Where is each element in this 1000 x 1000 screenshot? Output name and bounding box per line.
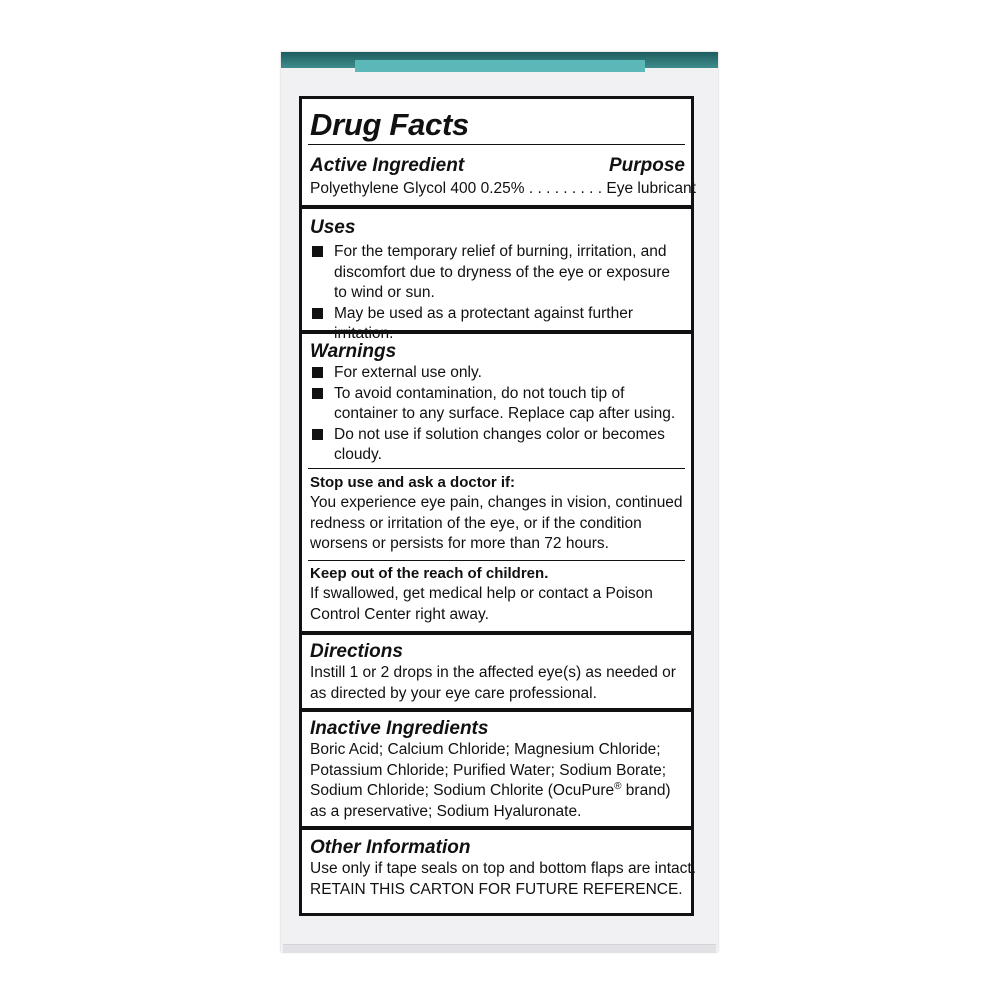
section-divider [302,330,691,334]
active-ingredient-section [310,155,696,200]
keep-out-section [310,564,685,625]
warnings-item: Do not use if solution changes color or becomes cloudy. [310,425,685,466]
active-ingredient-heading-row [310,155,685,177]
directions-heading: Directions [310,641,403,662]
title-divider [308,144,685,145]
uses-heading: Uses [310,217,356,238]
warnings-subdivider [308,560,685,561]
keep-out-text: If swallowed, get medical help or contact a Poison Control Center right away. [310,585,653,623]
keep-out-heading: Keep out of the reach of children. [310,565,549,582]
active-ingredient-line: Polyethylene Glycol 400 0.25% . . . . . . . . . Eye lubricant [310,180,696,197]
other-information-section [310,837,697,900]
stop-use-section [310,473,685,555]
stop-use-text: You experience eye pain, changes in vision, continued redness or irritation of the eye, or if the condition worsens or persists for more than 72 hours. [310,494,683,552]
directions-section [310,641,685,704]
section-divider [302,631,691,635]
drug-facts-panel [299,96,697,916]
directions-text: Instill 1 or 2 drops in the affected eye(s) as needed or as directed by your eye care professional. [310,664,676,702]
warnings-item: To avoid contamination, do not touch tip of container to any surface. Replace cap after using. [310,384,685,425]
warnings-item: For external use only. [310,363,685,384]
section-divider [302,708,691,712]
other-information-heading: Other Information [310,837,471,858]
registered-trademark: ® [614,780,622,792]
bullet-square-icon [312,388,323,399]
warnings-heading: Warnings [310,341,397,362]
section-divider [302,826,691,830]
inactive-ingredients-text: Boric Acid; Calcium Chloride; Magnesium Chloride; Potassium Chloride; Purified Water; Sodium Borate; Sodium Chloride; Sodium Chlorite (OcuPure® brand) as a preservative; Sodium Hyaluronate. [310,741,671,820]
carton-bottom-edge [283,944,716,953]
warnings-subdivider [308,468,685,469]
active-ingredient-heading: Active Ingredient [310,155,465,176]
drug-facts-title: Drug Facts [310,107,469,142]
uses-section [310,217,685,345]
drug-facts-header [310,107,685,143]
other-information-line: Use only if tape seals on top and bottom flaps are intact. [310,860,697,877]
warnings-list [310,363,685,466]
other-information-line: RETAIN THIS CARTON FOR FUTURE REFERENCE. [310,880,683,898]
inactive-ingredients-heading: Inactive Ingredients [310,718,489,739]
stop-use-heading: Stop use and ask a doctor if: [310,474,516,491]
bullet-square-icon [312,429,323,440]
bullet-square-icon [312,246,323,257]
uses-item: For the temporary relief of burning, irritation, and discomfort due to dryness of the eye or exposure to wind or sun. [310,242,685,304]
uses-item: May be used as a protectant against further [310,304,685,345]
purpose-heading: Purpose [608,155,685,176]
section-divider [302,205,691,209]
bullet-square-icon [312,308,323,319]
warnings-section [310,341,685,466]
carton-top-flap-inner [355,60,645,72]
bullet-square-icon [312,367,323,378]
inactive-ingredients-section [310,718,685,822]
